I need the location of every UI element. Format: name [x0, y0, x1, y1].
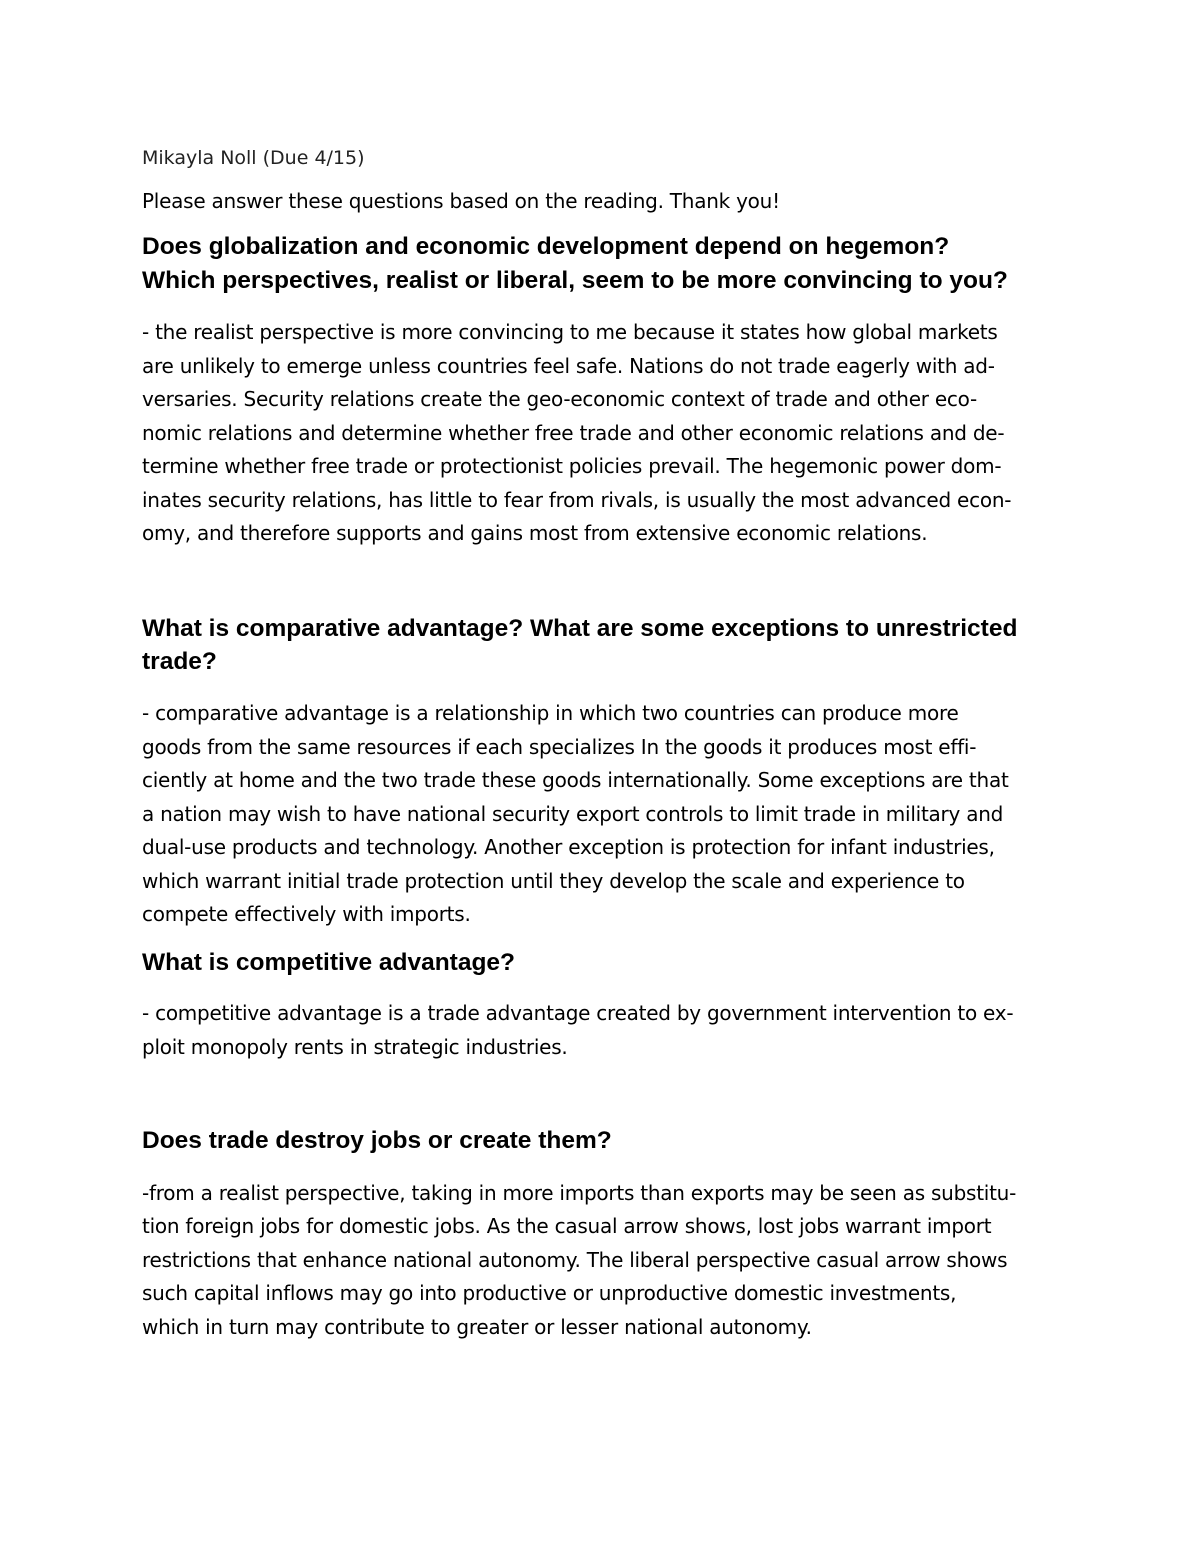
question-heading-line: trade? [142, 648, 217, 675]
answer-line: goods from the same resources if each specializes In the goods it produces most effi- [142, 735, 977, 759]
answer-line: omy, and therefore supports and gains most from extensive economic relations. [142, 521, 928, 545]
answer-line: nomic relations and determine whether free trade and other economic relations and de- [142, 421, 1005, 445]
question-heading-line: What is comparative advantage? What are some exceptions to unrestricted [142, 615, 1018, 642]
answer-line: ciently at home and the two trade these goods internationally. Some exceptions are that [142, 768, 1009, 792]
answer-line: such capital inflows may go into productive or unproductive domestic investments, [142, 1281, 957, 1305]
answer-line: versaries. Security relations create the geo-economic context of trade and other eco- [142, 387, 977, 411]
answer-line: - comparative advantage is a relationship in which two countries can produce more [142, 701, 959, 725]
question-heading-line: Does globalization and economic development depend on hegemon? [142, 233, 950, 260]
answer-line: -from a realist perspective, taking in more imports than exports may be seen as substitu- [142, 1181, 1017, 1205]
answer-line: restrictions that enhance national autonomy. The liberal perspective casual arrow shows [142, 1248, 1008, 1272]
instructions-text: Please answer these questions based on the reading. Thank you! [142, 189, 780, 213]
answer-line: are unlikely to emerge unless countries feel safe. Nations do not trade eagerly with ad- [142, 354, 995, 378]
answer-line: - the realist perspective is more convincing to me because it states how global markets [142, 320, 998, 344]
answer-line: tion foreign jobs for domestic jobs. As the casual arrow shows, lost jobs warrant import [142, 1214, 992, 1238]
answer-line: a nation may wish to have national security export controls to limit trade in military and [142, 802, 1004, 826]
answer-line: which warrant initial trade protection until they develop the scale and experience to [142, 869, 965, 893]
question-heading-line: Does trade destroy jobs or create them? [142, 1127, 612, 1154]
answer-line: ploit monopoly rents in strategic industries. [142, 1035, 568, 1059]
question-heading-line: Which perspectives, realist or liberal, seem to be more convincing to you? [142, 267, 1008, 294]
author-line: Mikayla Noll (Due 4/15) [142, 147, 365, 169]
answer-line: inates security relations, has little to fear from rivals, is usually the most advanced econ- [142, 488, 1012, 512]
answer-line: compete effectively with imports. [142, 902, 471, 926]
answer-line: - competitive advantage is a trade advantage created by government intervention to ex- [142, 1001, 1014, 1025]
answer-line: which in turn may contribute to greater or lesser national autonomy. [142, 1315, 812, 1339]
answer-line: dual-use products and technology. Another exception is protection for infant industries, [142, 835, 995, 859]
answer-line: termine whether free trade or protectionist policies prevail. The hegemonic power dom- [142, 454, 1002, 478]
question-heading-line: What is competitive advantage? [142, 949, 516, 976]
